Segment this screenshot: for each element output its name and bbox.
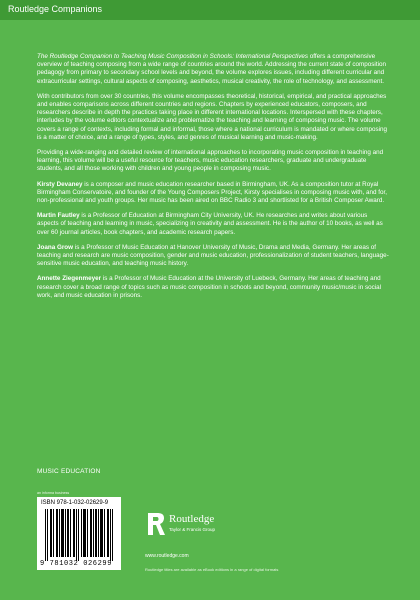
editor-name: Martin Fautley [37,212,80,220]
intro-paragraph [37,53,389,86]
editor-name: Kirsty Devaney [37,180,83,188]
editor-bio-text: is a Professor of Music Education at the University of Luebeck, Germany. Her areas of teaching and research cover a broad range of topics such as music composition in schools and beyond, community music/music in social work, and music education in prisons. [37,275,382,299]
editor-bio [37,244,389,269]
barcode-number: 9 781032 026299 [40,560,113,568]
publisher-name: Routledge [169,513,215,525]
intro-text: offers a comprehensive overview of teaching composing from a wide range of countries around the world. Addressing the current state of composition pedagogy from primary to secondary school levels and beyond, the volume explores issues, including different curricular and extracurricular settings, cultural aspects of composing, aesthetics, musical creativity, the role of technology, and assessment. [37,53,386,85]
editor-bio-text: is a Professor of Music Education at Hanover University of Music, Drama and Media, Germany. Her areas of teaching and research are music composition, gender and music education, professionalization of student teachers, language-sensitive music education, and teaching music history. [37,243,389,268]
barcode [37,497,121,570]
editor-bio-text: is a composer and music education researcher based in Birmingham, UK. As a composition tutor at Royal Birmingham Conservatoire, and founder of the Young Composers Project, Kirsty specialises in composing music with, and for, non-professional and youth groups. Her music has been aired on BBC Radio 3 and shortlisted for a British Composer Award. [37,180,387,205]
back-cover-text [37,53,389,307]
contributors-paragraph: With contributors from over 30 countries, this volume encompasses theoretical, historical, empirical, and practical approaches and enables comparisons across different countries and regions. Chapters by experienced educators, composers, and researchers describe in depth the practices taking place in different international locations. Interspersed with these chapters, interludes by the volume editors contextualize and problematize the teaching and learning of composing music. The volume covers a range of contexts, including formal and informal, those where a national curriculum is mandated or where composing is a matter of choice, and a range of types, styles, and genres of musical learning and music-making. [37,92,388,141]
informa-tagline: an informa business [37,491,70,495]
editor-name: Annette Ziegenmeyer [37,275,102,283]
subject-category: MUSIC EDUCATION [37,468,101,475]
editor-name: Joana Grow [37,243,74,251]
book-title: The Routledge Companion to Teaching Music Composition in Schools: International Perspectives [37,53,309,60]
editor-bio [37,275,389,300]
series-bar [0,0,420,20]
editor-bio-text: is a Professor of Education at Birmingham City University, UK. He researches and writes about various aspects of teaching and learning in music, specializing in creativity and assessment. He is the author of 10 books, as well as over 60 journal articles, book chapters, and academic research papers. [37,212,383,236]
editor-bio [37,212,389,237]
editor-bio [37,181,389,206]
ebook-note: Routledge titles are available as eBook editions in a range of digital formats [145,567,279,572]
series-title: Routledge Companions [8,4,103,14]
routledge-logo-icon [145,511,165,539]
audience-paragraph: Providing a wide-ranging and detailed review of international approaches to incorporating music composition in teaching and learning, this volume will be a useful resource for teachers, music education researchers, graduate and undergraduate students, and all those working with children and young people in composing music. [37,149,384,173]
publisher-group: Taylor & Francis Group [169,527,216,532]
isbn-label: ISBN 978-1-032-02629-9 [41,500,109,506]
publisher-logo [145,511,265,541]
publisher-url[interactable]: www.routledge.com [145,553,189,559]
